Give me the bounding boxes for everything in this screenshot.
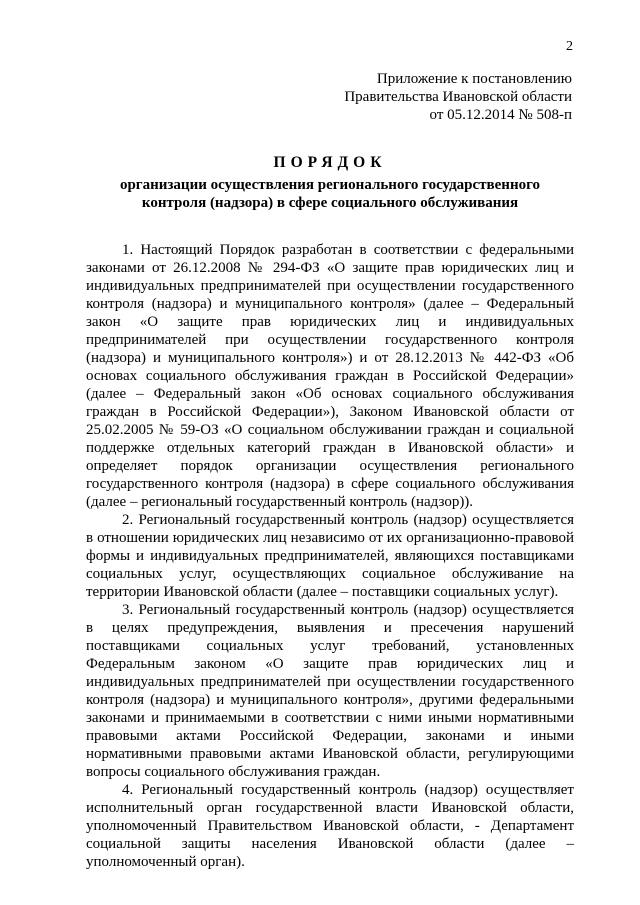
paragraph-4: 4. Региональный государственный контроль (надзор) осуществляет исполнительный орган государственной власти Ивановской области, уполномоченный Правительством Ивановской области, - Департамент социальной защиты населения Ивановской области (далее – уполномоченный орган). xyxy=(86,782,574,870)
attachment-line: Правительства Ивановской области xyxy=(344,89,572,105)
attachment-header xyxy=(344,70,572,124)
document-body xyxy=(86,241,574,871)
paragraph-3: 3. Региональный государственный контроль (надзор) осуществляется в целях предупреждения, выявления и пресечения нарушений поставщиками социальных услуг требований, установленных Федеральным законом «О защите прав юридических лиц и индивидуальных предпринимателей при осуществлении государственного контроля (надзора) и муниципального контроля», другими федеральными законами и принимаемыми в соответствии с ними иными нормативными правовыми актами Российской Федерации, законами и иными нормативными правовыми актами Ивановской области, регулирующими вопросы социального обслуживания граждан. xyxy=(86,602,574,780)
paragraph-2: 2. Региональный государственный контроль (надзор) осуществляется в отношении юридических лиц независимо от их организационно-правовой формы и индивидуальных предпринимателей, являющихся поставщиками социальных услуг, осуществляющих социальное обслуживание на территории Ивановской области (далее – поставщики социальных услуг). xyxy=(86,512,574,600)
paragraph-1: 1. Настоящий Порядок разработан в соответствии с федеральными законами от 26.12.2008 № 294-ФЗ «О защите прав юридических лиц и индивидуальных предпринимателей при осуществлении государственного контроля (надзора) и муниципального контроля» (далее – Федеральный закон «О защите прав юридических лиц и индивидуальных предпринимателей при осуществлении государственного контроля (надзора) и муниципального контроля») и от 28.12.2013 № 442-ФЗ «Об основах социального обслуживания граждан в Российской Федерации» (далее – Федеральный закон «Об основах социального обслуживания граждан в Российской Федерации»), Законом Ивановской области от 25.02.2005 № 59-ОЗ «О социальном обслуживании граждан и социальной поддержке отдельных категорий граждан в Ивановской области» и определяет порядок организации осуществления регионального государственного контроля (надзора) в сфере социального обслуживания (далее – региональный государственный контроль (надзор)). xyxy=(86,242,574,510)
document-subtitle xyxy=(86,176,574,212)
attachment-line: Приложение к постановлению xyxy=(376,71,572,87)
subtitle-line: контроля (надзора) в сфере социального обслуживания xyxy=(141,195,519,211)
document-title: ПОРЯДОК xyxy=(273,154,387,171)
subtitle-line: организации осуществления регионального государственного xyxy=(119,177,541,193)
page-number: 2 xyxy=(566,39,573,54)
attachment-line: от 05.12.2014 № 508-п xyxy=(429,107,572,123)
